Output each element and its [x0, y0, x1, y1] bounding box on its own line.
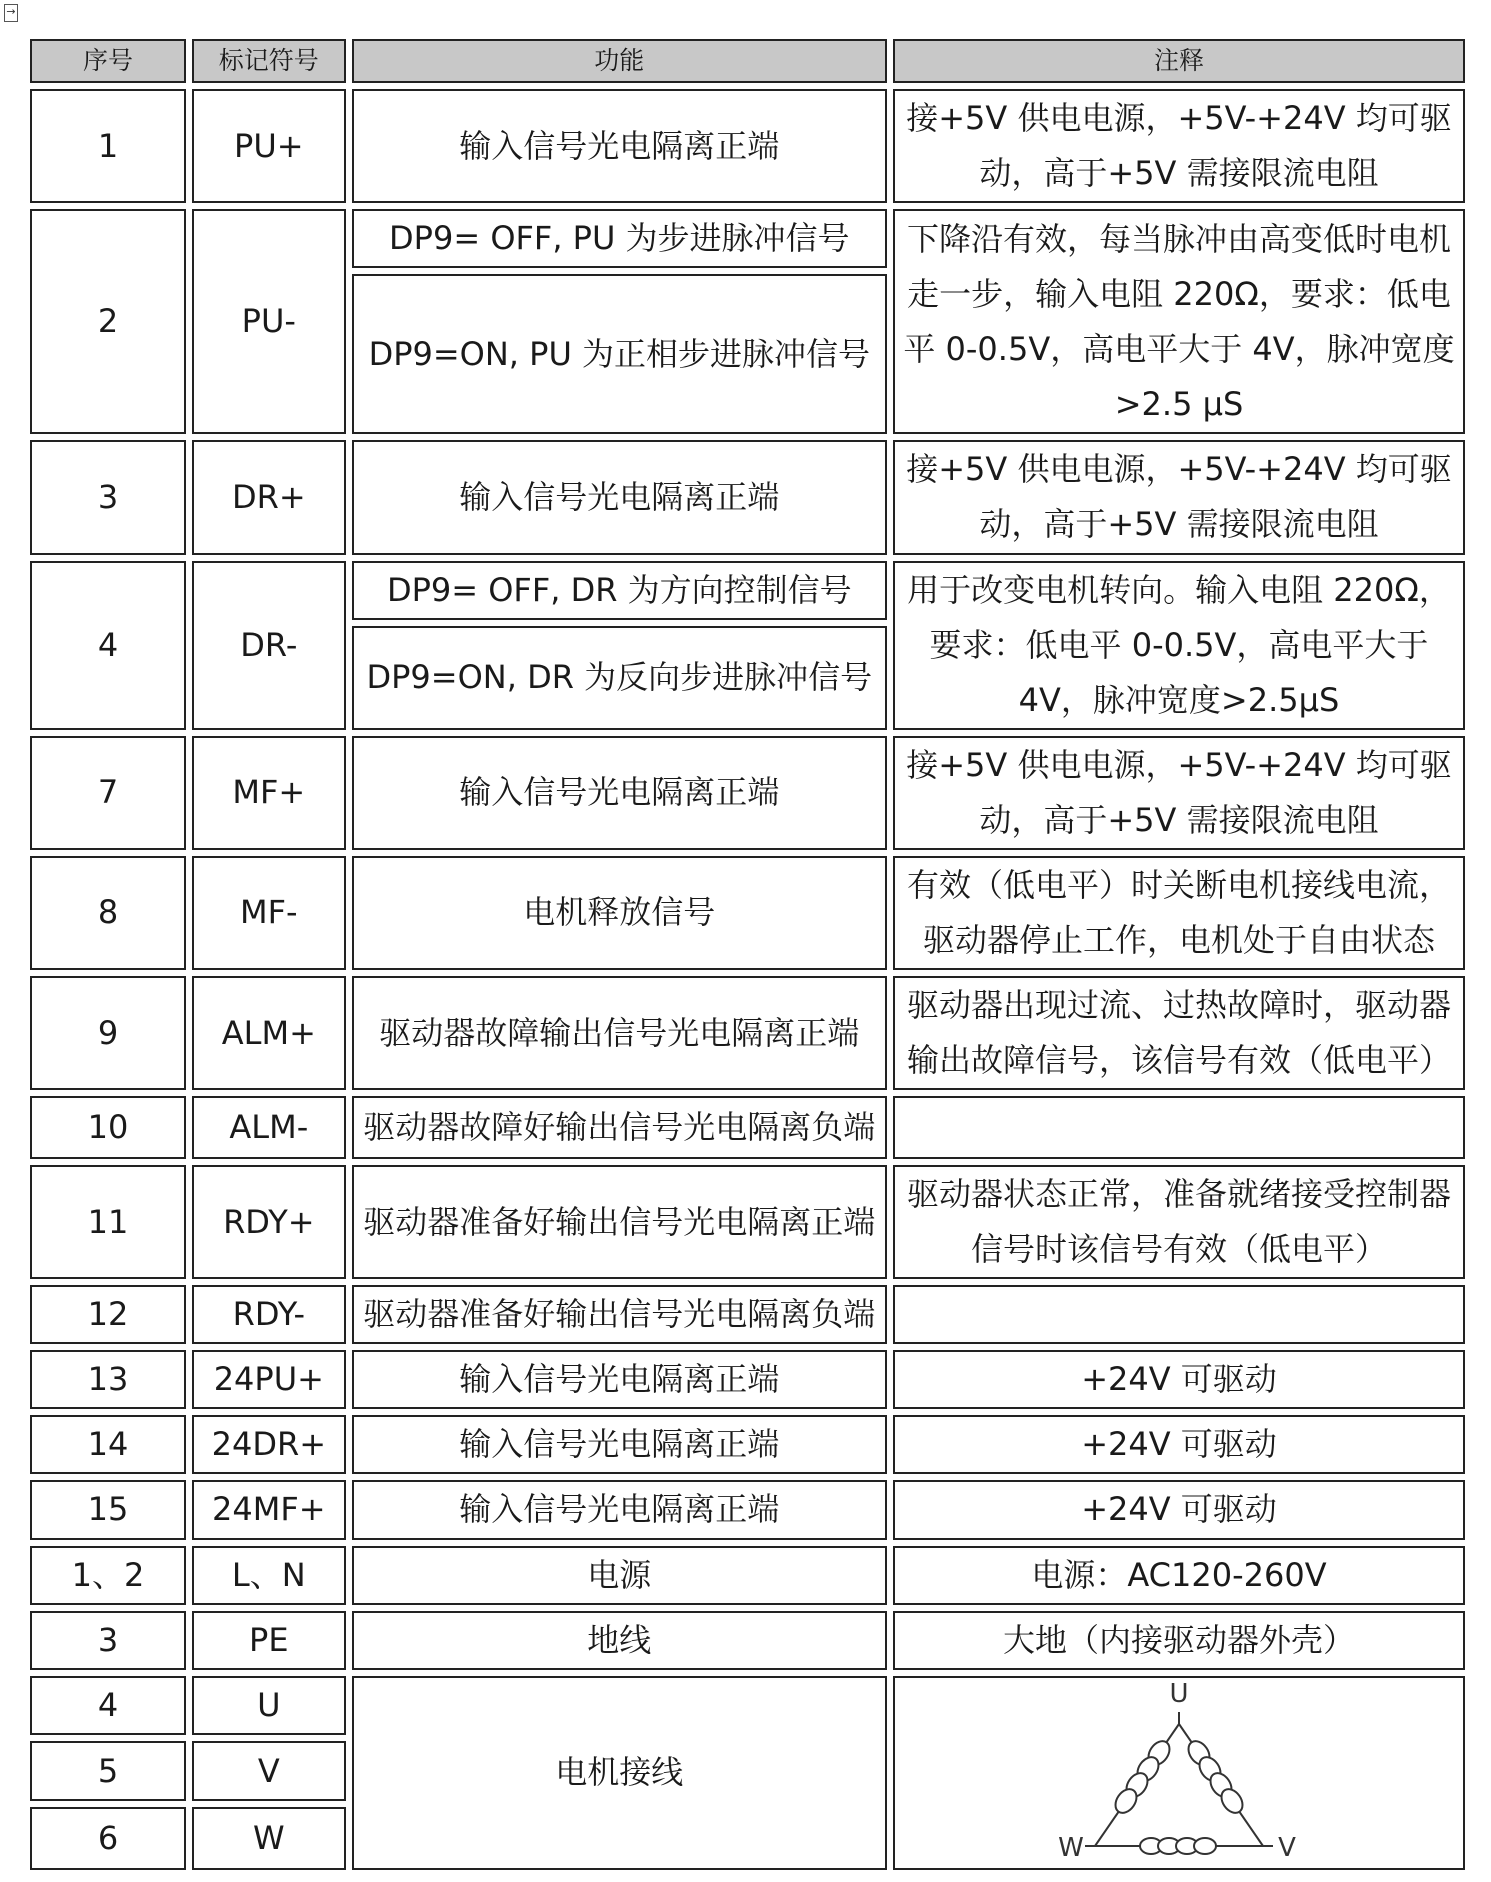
cell-symbol: MF- — [192, 856, 346, 970]
cell-note: 接+5V 供电电源，+5V-+24V 均可驱动，高于+5V 需接限流电阻 — [893, 89, 1465, 203]
cell-function: 输入信号光电隔离正端 — [352, 89, 887, 203]
cell-function: 驱动器故障输出信号光电隔离正端 — [352, 976, 887, 1090]
delta-winding-diagram — [1049, 1678, 1309, 1868]
cell-note: 下降沿有效，每当脉冲由高变低时电机走一步，输入电阻 220Ω，要求：低电平 0-0.5V，高电平大于 4V，脉冲宽度>2.5 μS — [893, 209, 1465, 434]
pin-definition-table — [24, 33, 1471, 1876]
cell-note — [893, 1096, 1465, 1159]
cell-symbol: 24PU+ — [192, 1350, 346, 1409]
table-row — [30, 1480, 1465, 1539]
cell-note: +24V 可驱动 — [893, 1350, 1465, 1409]
cell-symbol: PU+ — [192, 89, 346, 203]
cell-seq: 8 — [30, 856, 186, 970]
table-row — [30, 1546, 1465, 1605]
delta-label-u: U — [1169, 1678, 1189, 1709]
table-row — [30, 440, 1465, 554]
cell-seq: 12 — [30, 1285, 186, 1344]
header-seq: 序号 — [30, 39, 186, 83]
cell-seq: 9 — [30, 976, 186, 1090]
cell-function: 输入信号光电隔离正端 — [352, 1415, 887, 1474]
delta-lines — [1085, 1712, 1273, 1846]
cell-function-dp9-off: DP9= OFF, PU 为步进脉冲信号 — [352, 209, 887, 268]
cell-function: 电机释放信号 — [352, 856, 887, 970]
cell-function-dp9-on: DP9=ON, DR 为反向步进脉冲信号 — [352, 626, 887, 730]
cell-seq: 1、2 — [30, 1546, 186, 1605]
cell-note: +24V 可驱动 — [893, 1480, 1465, 1539]
cell-function: 电源 — [352, 1546, 887, 1605]
cell-seq: 7 — [30, 736, 186, 850]
cell-seq: 1 — [30, 89, 186, 203]
cell-note: 接+5V 供电电源，+5V-+24V 均可驱动，高于+5V 需接限流电阻 — [893, 736, 1465, 850]
cell-symbol: RDY+ — [192, 1165, 346, 1279]
cell-symbol: MF+ — [192, 736, 346, 850]
cell-symbol: ALM+ — [192, 976, 346, 1090]
cell-note-delta-diagram — [893, 1676, 1465, 1870]
cell-symbol: RDY- — [192, 1285, 346, 1344]
cell-symbol: 24DR+ — [192, 1415, 346, 1474]
table-row — [30, 736, 1465, 850]
cell-function: 输入信号光电隔离正端 — [352, 440, 887, 554]
cell-seq: 6 — [30, 1807, 186, 1870]
cell-symbol: L、N — [192, 1546, 346, 1605]
cell-seq: 3 — [30, 1611, 186, 1670]
cell-note: 用于改变电机转向。输入电阻 220Ω，要求：低电平 0-0.5V，高电平大于 4V，脉冲宽度>2.5μS — [893, 561, 1465, 730]
header-symbol: 标记符号 — [192, 39, 346, 83]
cell-note: +24V 可驱动 — [893, 1415, 1465, 1474]
cell-function: 驱动器准备好输出信号光电隔离正端 — [352, 1165, 887, 1279]
cell-function: 地线 — [352, 1611, 887, 1670]
cell-function: 驱动器故障好输出信号光电隔离负端 — [352, 1096, 887, 1159]
cell-symbol: W — [192, 1807, 346, 1870]
cell-seq: 10 — [30, 1096, 186, 1159]
table-header-row — [30, 39, 1465, 83]
table-row — [30, 1165, 1465, 1279]
table-row — [30, 1611, 1465, 1670]
cell-note: 驱动器出现过流、过热故障时，驱动器输出故障信号，该信号有效（低电平） — [893, 976, 1465, 1090]
cell-symbol: DR+ — [192, 440, 346, 554]
cell-function: 电机接线 — [352, 1676, 887, 1870]
cell-seq: 3 — [30, 440, 186, 554]
cell-function: 输入信号光电隔离正端 — [352, 736, 887, 850]
cell-function-dp9-off: DP9= OFF, DR 为方向控制信号 — [352, 561, 887, 620]
delta-label-v: V — [1278, 1832, 1296, 1863]
table-row — [30, 1350, 1465, 1409]
cell-symbol: PE — [192, 1611, 346, 1670]
cell-note: 驱动器状态正常，准备就绪接受控制器信号时该信号有效（低电平） — [893, 1165, 1465, 1279]
cell-symbol: U — [192, 1676, 346, 1736]
table-row — [30, 856, 1465, 970]
table-row — [30, 561, 1465, 620]
cell-seq: 5 — [30, 1741, 186, 1801]
cell-seq: 2 — [30, 209, 186, 434]
cell-symbol: DR- — [192, 561, 346, 730]
cell-seq: 4 — [30, 1676, 186, 1736]
header-function: 功能 — [352, 39, 887, 83]
table-row — [30, 1285, 1465, 1344]
cell-note: 接+5V 供电电源，+5V-+24V 均可驱动，高于+5V 需接限流电阻 — [893, 440, 1465, 554]
cell-symbol: ALM- — [192, 1096, 346, 1159]
cell-function: 输入信号光电隔离正端 — [352, 1350, 887, 1409]
table-row — [30, 1676, 1465, 1736]
paragraph-mark: → — [4, 4, 18, 22]
cell-function: 驱动器准备好输出信号光电隔离负端 — [352, 1285, 887, 1344]
cell-seq: 15 — [30, 1480, 186, 1539]
cell-seq: 4 — [30, 561, 186, 730]
table-row — [30, 1096, 1465, 1159]
delta-coils — [1111, 1737, 1247, 1854]
cell-symbol: PU- — [192, 209, 346, 434]
cell-note: 大地（内接驱动器外壳） — [893, 1611, 1465, 1670]
table-row — [30, 1415, 1465, 1474]
cell-note: 电源：AC120-260V — [893, 1546, 1465, 1605]
cell-seq: 11 — [30, 1165, 186, 1279]
table-row — [30, 976, 1465, 1090]
cell-function: 输入信号光电隔离正端 — [352, 1480, 887, 1539]
table-row — [30, 89, 1465, 203]
cell-seq: 14 — [30, 1415, 186, 1474]
cell-function-dp9-on: DP9=ON, PU 为正相步进脉冲信号 — [352, 274, 887, 434]
delta-label-w: W — [1058, 1832, 1084, 1863]
cell-symbol: 24MF+ — [192, 1480, 346, 1539]
header-note: 注释 — [893, 39, 1465, 83]
cell-seq: 13 — [30, 1350, 186, 1409]
cell-symbol: V — [192, 1741, 346, 1801]
cell-note — [893, 1285, 1465, 1344]
cell-note: 有效（低电平）时关断电机接线电流，驱动器停止工作，电机处于自由状态 — [893, 856, 1465, 970]
table-row — [30, 209, 1465, 268]
